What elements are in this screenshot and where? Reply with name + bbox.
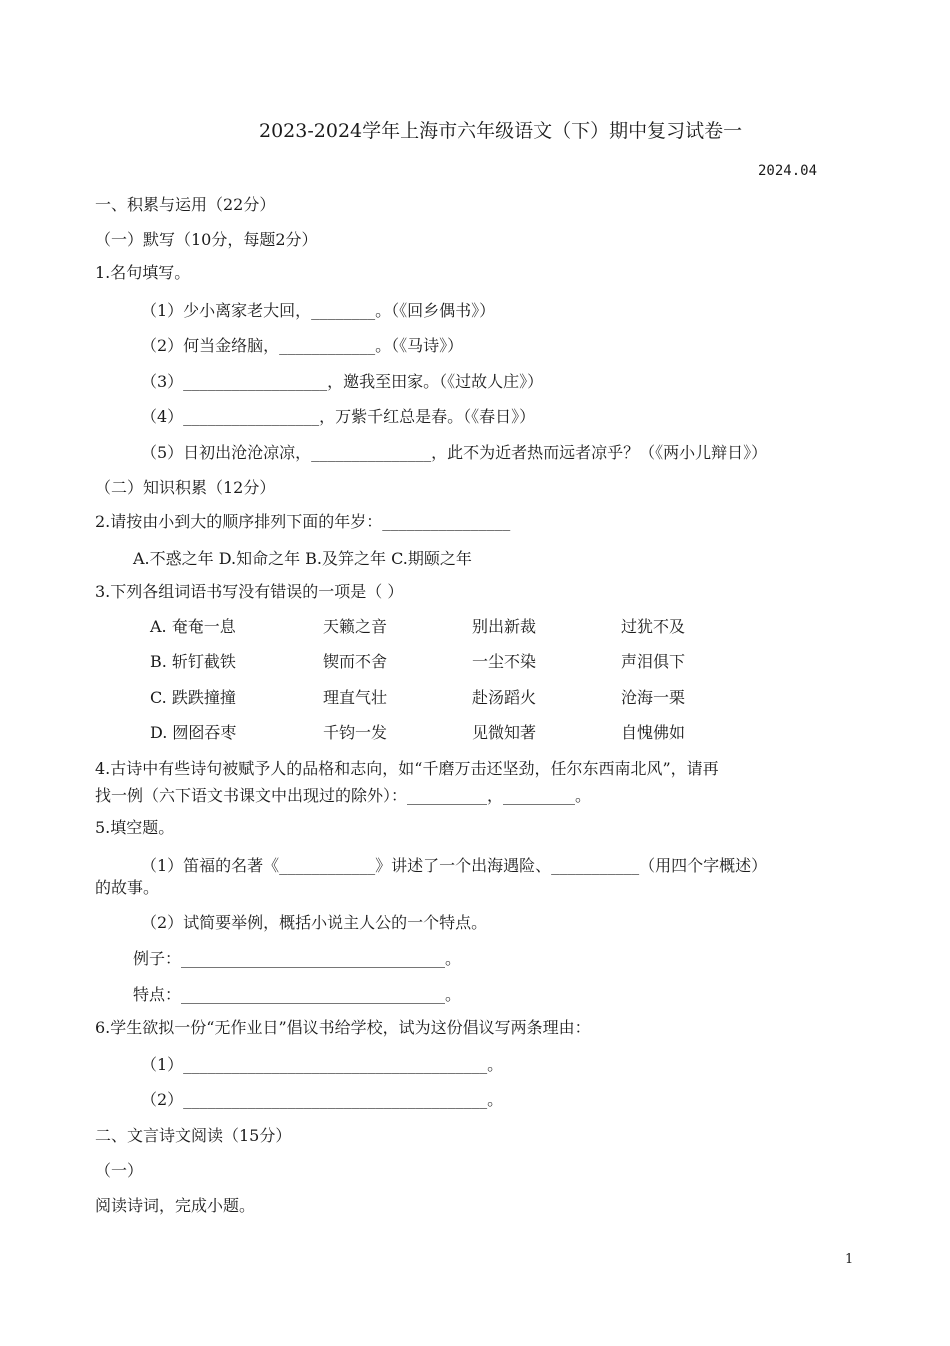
section-2-part-1-heading: （一） — [95, 1161, 144, 1180]
option-d-term-1: D. 囫囵吞枣 — [150, 723, 237, 742]
section-2-instruction: 阅读诗词，完成小题。 — [95, 1196, 256, 1215]
option-a-term-3: 别出新裁 — [472, 617, 537, 636]
question-2: 2.请按由小到大的顺序排列下面的年岁：________________ — [95, 512, 511, 531]
question-1-item-4: （4）_________________，万紫千红总是春。（《春日》） — [141, 407, 536, 426]
exam-date: 2024.04 — [758, 163, 818, 179]
question-5-item-2: （2）试简要举例，概括小说主人公的一个特点。 — [141, 913, 488, 932]
question-5-trait-blank: 特点：_________________________________。 — [133, 985, 462, 1004]
option-a-term-2: 天籁之音 — [323, 617, 388, 636]
option-a-term-1: A. 奄奄一息 — [150, 617, 236, 636]
section-1-heading: 一、积累与运用（22分） — [95, 195, 276, 214]
question-6: 6.学生欲拟一份“无作业日”倡议书给学校，试为这份倡议写两条理由： — [95, 1018, 591, 1037]
option-d-term-3: 见微知著 — [472, 723, 537, 742]
option-c-term-4: 沧海一栗 — [621, 688, 686, 707]
question-1-item-5: （5）日初出沧沧凉凉，_______________，此不为近者热而远者凉乎？（《两小儿辩日》） — [141, 443, 768, 462]
option-b-term-4: 声泪俱下 — [621, 652, 686, 671]
question-1-item-3: （3）__________________，邀我至田家。（《过故人庄》） — [141, 372, 544, 391]
question-3: 3.下列各组词语书写没有错误的一项是（ ） — [95, 582, 404, 601]
option-a-term-4: 过犹不及 — [621, 617, 686, 636]
page-title: 2023-2024学年上海市六年级语文（下）期中复习试卷一 — [259, 120, 743, 142]
option-b-term-1: B. 斩钉截铁 — [150, 652, 236, 671]
section-2-heading: 二、文言诗文阅读（15分） — [95, 1126, 292, 1145]
question-4-line-1: 4.古诗中有些诗句被赋予人的品格和志向，如“千磨万击还坚劲，任尔东西南北风”，请再 — [95, 759, 719, 778]
question-4-line-2: 找一例（六下语文书课文中出现过的除外）：__________，_________。 — [95, 786, 592, 805]
question-5: 5.填空题。 — [95, 818, 175, 837]
section-1-part-2-heading: （二）知识积累（12分） — [95, 478, 276, 497]
option-c-term-1: C. 跌跌撞撞 — [150, 688, 236, 707]
question-6-reason-1: （1）______________________________________。 — [141, 1055, 504, 1074]
section-1-part-1-heading: （一）默写（10分，每题2分） — [95, 230, 318, 249]
option-c-term-2: 理直气壮 — [323, 688, 388, 707]
question-1-item-1: （1）少小离家老大回，________。（《回乡偶书》） — [141, 301, 496, 320]
question-1-item-2: （2）何当金络脑，____________。（《马诗》） — [141, 336, 464, 355]
question-5-item-1-line-1: （1）笛福的名著《____________》讲述了一个出海遇险、___________（用四个字概述） — [141, 856, 768, 875]
question-5-example-blank: 例子：_________________________________。 — [133, 949, 462, 968]
option-d-term-2: 千钧一发 — [323, 723, 388, 742]
page-number: 1 — [845, 1252, 854, 1267]
question-2-options: A.不惑之年 D.知命之年 B.及笄之年 C.期颐之年 — [133, 549, 472, 568]
question-5-item-1-line-2: 的故事。 — [95, 878, 160, 897]
question-6-reason-2: （2）______________________________________。 — [141, 1090, 504, 1109]
option-c-term-3: 赴汤蹈火 — [472, 688, 537, 707]
option-b-term-2: 锲而不舍 — [323, 652, 388, 671]
question-1: 1.名句填写。 — [95, 263, 191, 282]
option-b-term-3: 一尘不染 — [472, 652, 537, 671]
option-d-term-4: 自愧佛如 — [621, 723, 686, 742]
